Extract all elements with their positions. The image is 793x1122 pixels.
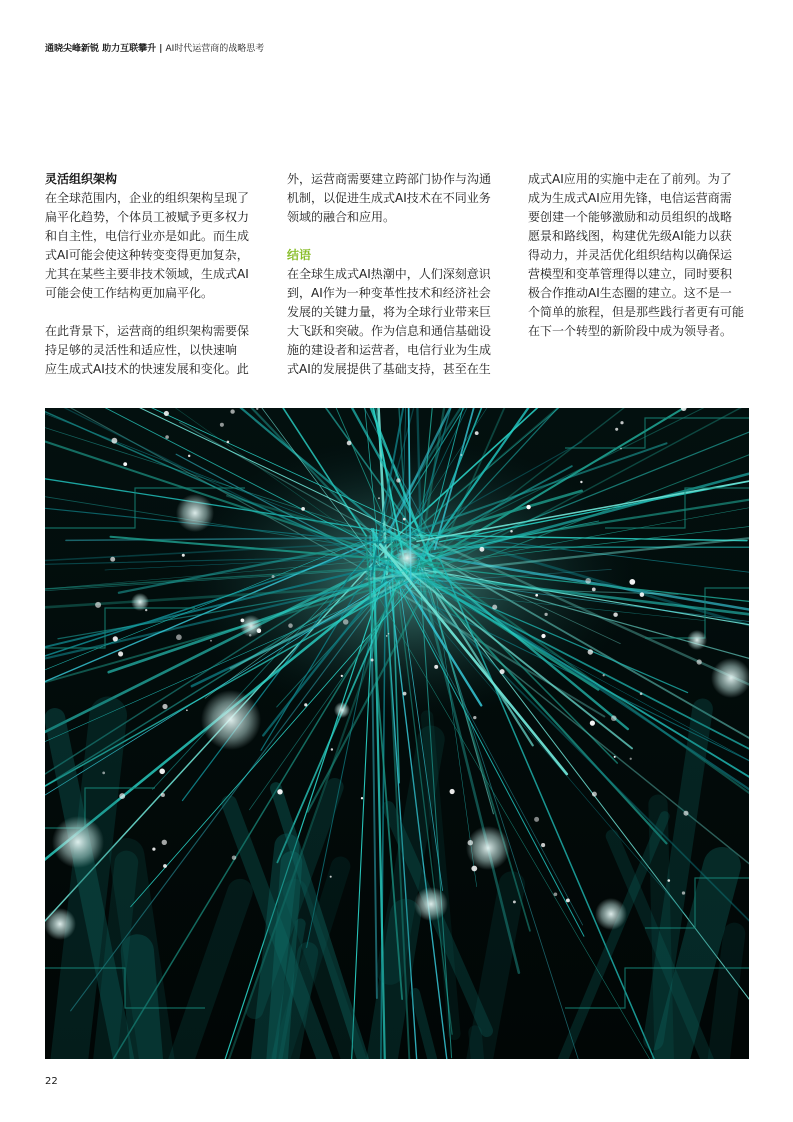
light-particle [102, 772, 105, 775]
light-particle [165, 435, 169, 439]
light-particle [396, 478, 400, 482]
paragraph-line: 要创建一个能够激励和动员组织的战略 [528, 210, 733, 224]
light-particle [630, 758, 632, 760]
light-particle [388, 633, 390, 635]
light-particle [513, 900, 516, 903]
light-particle [378, 497, 380, 499]
paragraph-line: 在全球生成式AI热潮中，人们深刻意识 [287, 267, 491, 281]
light-particle [272, 575, 275, 578]
paragraph-line: 在下一个转型的新阶段中成为领导者。 [528, 324, 733, 338]
light-particle [230, 409, 234, 413]
light-particle [534, 817, 539, 822]
network-illustration [45, 408, 749, 1059]
light-particle [475, 431, 479, 435]
light-particle [123, 462, 127, 466]
light-particle [159, 769, 165, 775]
light-particle [614, 756, 616, 758]
light-particle [554, 892, 558, 896]
page-number: 22 [45, 1076, 58, 1087]
light-particle [163, 864, 167, 868]
paragraph-line: 可能会使工作结构更加扁平化。 [45, 286, 214, 300]
header-separator: | [159, 44, 163, 54]
paragraph-line: 领域的融合和应用。 [287, 210, 396, 224]
light-particle [220, 423, 224, 427]
paragraph-line: 到，AI作为一种变革性技术和经济社会 [287, 286, 491, 300]
light-particle [460, 454, 462, 456]
light-particle [118, 651, 123, 656]
light-particle [331, 748, 333, 750]
light-particle [492, 605, 497, 610]
light-particle [386, 635, 388, 637]
paragraph-line: 式AI的发展提供了基础支持，甚至在生 [287, 362, 491, 376]
paragraph-line: 在全球范围内，企业的组织架构呈现了 [45, 191, 250, 205]
digital-network-light-streaks-image [45, 408, 749, 1059]
paragraph-line: 成式AI应用的实施中走在了前列。为了 [528, 172, 732, 186]
paragraph-gap [45, 303, 267, 322]
light-particle [288, 623, 293, 628]
light-particle [119, 793, 125, 799]
light-particle [341, 675, 343, 677]
text-column-3 [528, 170, 752, 341]
light-particle [164, 411, 169, 416]
paragraph-line: 扁平化趋势，个体员工被赋予更多权力 [45, 210, 250, 224]
light-particle [615, 428, 618, 431]
light-particle [371, 659, 374, 662]
paragraph-line: 尤其在某些主要非技术领域，生成式AI [45, 267, 249, 281]
light-particle [592, 792, 597, 797]
light-particle [541, 843, 545, 847]
light-particle [113, 636, 118, 641]
light-particle [479, 547, 484, 552]
light-particle [162, 704, 167, 709]
light-particle [697, 659, 702, 664]
paragraph-line: 成为生成式AI应用先锋，电信运营商需 [528, 191, 732, 205]
paragraph-gap [287, 227, 507, 246]
header-subtitle: AI时代运营商的战略思考 [165, 44, 265, 54]
light-particle [347, 441, 352, 446]
section-heading-flexible-organization: 灵活组织架构 [45, 172, 118, 186]
light-particle [667, 879, 670, 882]
paragraph-line: 和自主性，电信行业亦是如此。而生成 [45, 229, 250, 243]
paragraph-line: 营模型和变革管理得以建立，同时要积 [528, 267, 733, 281]
light-particle [450, 789, 455, 794]
light-particle [500, 669, 505, 674]
light-particle [110, 557, 115, 562]
light-particle [95, 602, 101, 608]
paragraph-line: 机制，以促进生成式AI技术在不同业务 [287, 191, 491, 205]
light-particle [186, 709, 188, 711]
paragraph-line: 得动力，并灵活优化组织结构以确保运 [528, 248, 733, 262]
light-particle [585, 578, 591, 584]
light-particle [682, 891, 685, 894]
light-beam [658, 804, 666, 1059]
light-particle [403, 692, 407, 696]
paragraph-line: 应生成式AI技术的快速发展和变化。此 [45, 362, 249, 376]
light-particle [620, 421, 623, 424]
light-particle [343, 619, 349, 625]
light-particle [588, 649, 593, 654]
paragraph-line: 式AI可能会使这种转变变得更加复杂， [45, 248, 249, 262]
paragraph-line: 持足够的灵活性和适应性，以快速响 [45, 343, 238, 357]
light-particle [592, 588, 596, 592]
light-particle [210, 640, 212, 642]
light-particle [145, 609, 147, 611]
light-particle [620, 448, 622, 450]
light-particle [152, 847, 155, 850]
light-particle [161, 793, 165, 797]
paragraph-line: 大飞跃和突破。作为信息和通信基础设 [287, 324, 492, 338]
light-particle [227, 441, 230, 444]
light-particle [304, 703, 307, 706]
light-particle [541, 634, 545, 638]
light-particle [566, 898, 570, 902]
light-particle [232, 855, 236, 859]
text-column-1 [45, 170, 267, 379]
light-particle [162, 840, 167, 845]
light-particle [176, 634, 182, 640]
paragraph-line: 发展的关键力量，将为全球行业带来巨 [287, 305, 492, 319]
light-particle [535, 594, 538, 597]
light-particle [526, 505, 530, 509]
light-particle [182, 554, 185, 557]
light-particle [613, 612, 617, 616]
light-particle [603, 674, 605, 676]
section-heading-conclusion: 结语 [287, 248, 312, 262]
paragraph-line: 在此背景下，运营商的组织架构需要保 [45, 324, 250, 338]
light-particle [473, 716, 476, 719]
light-particle [361, 797, 363, 799]
light-particle [188, 455, 190, 457]
light-particle [683, 811, 688, 816]
light-particle [580, 481, 582, 483]
light-particle [403, 518, 406, 521]
running-header [45, 43, 264, 55]
light-particle [277, 789, 282, 794]
light-particle [434, 665, 438, 669]
light-particle [301, 507, 305, 511]
light-particle [640, 592, 645, 597]
light-particle [629, 579, 635, 585]
paragraph-line: 外，运营商需要建立跨部门协作与沟通 [287, 172, 492, 186]
light-particle [330, 876, 332, 878]
light-particle [510, 530, 513, 533]
paragraph-line: 愿景和路线图，构建优先级AI能力以获 [528, 229, 732, 243]
paragraph-line: 施的建设者和运营者，电信行业为生成 [287, 343, 492, 357]
text-column-2 [287, 170, 507, 379]
light-particle [544, 613, 547, 616]
light-particle [611, 715, 617, 721]
header-title: 通晓尖峰新锐 助力互联攀升 [45, 44, 157, 54]
paragraph-line: 极合作推动AI生态圈的建立。这不是一 [528, 286, 732, 300]
light-particle [640, 692, 643, 695]
paragraph-line: 个简单的旅程，但是那些践行者更有可能 [528, 305, 745, 319]
light-particle [111, 438, 117, 444]
light-particle [590, 720, 595, 725]
